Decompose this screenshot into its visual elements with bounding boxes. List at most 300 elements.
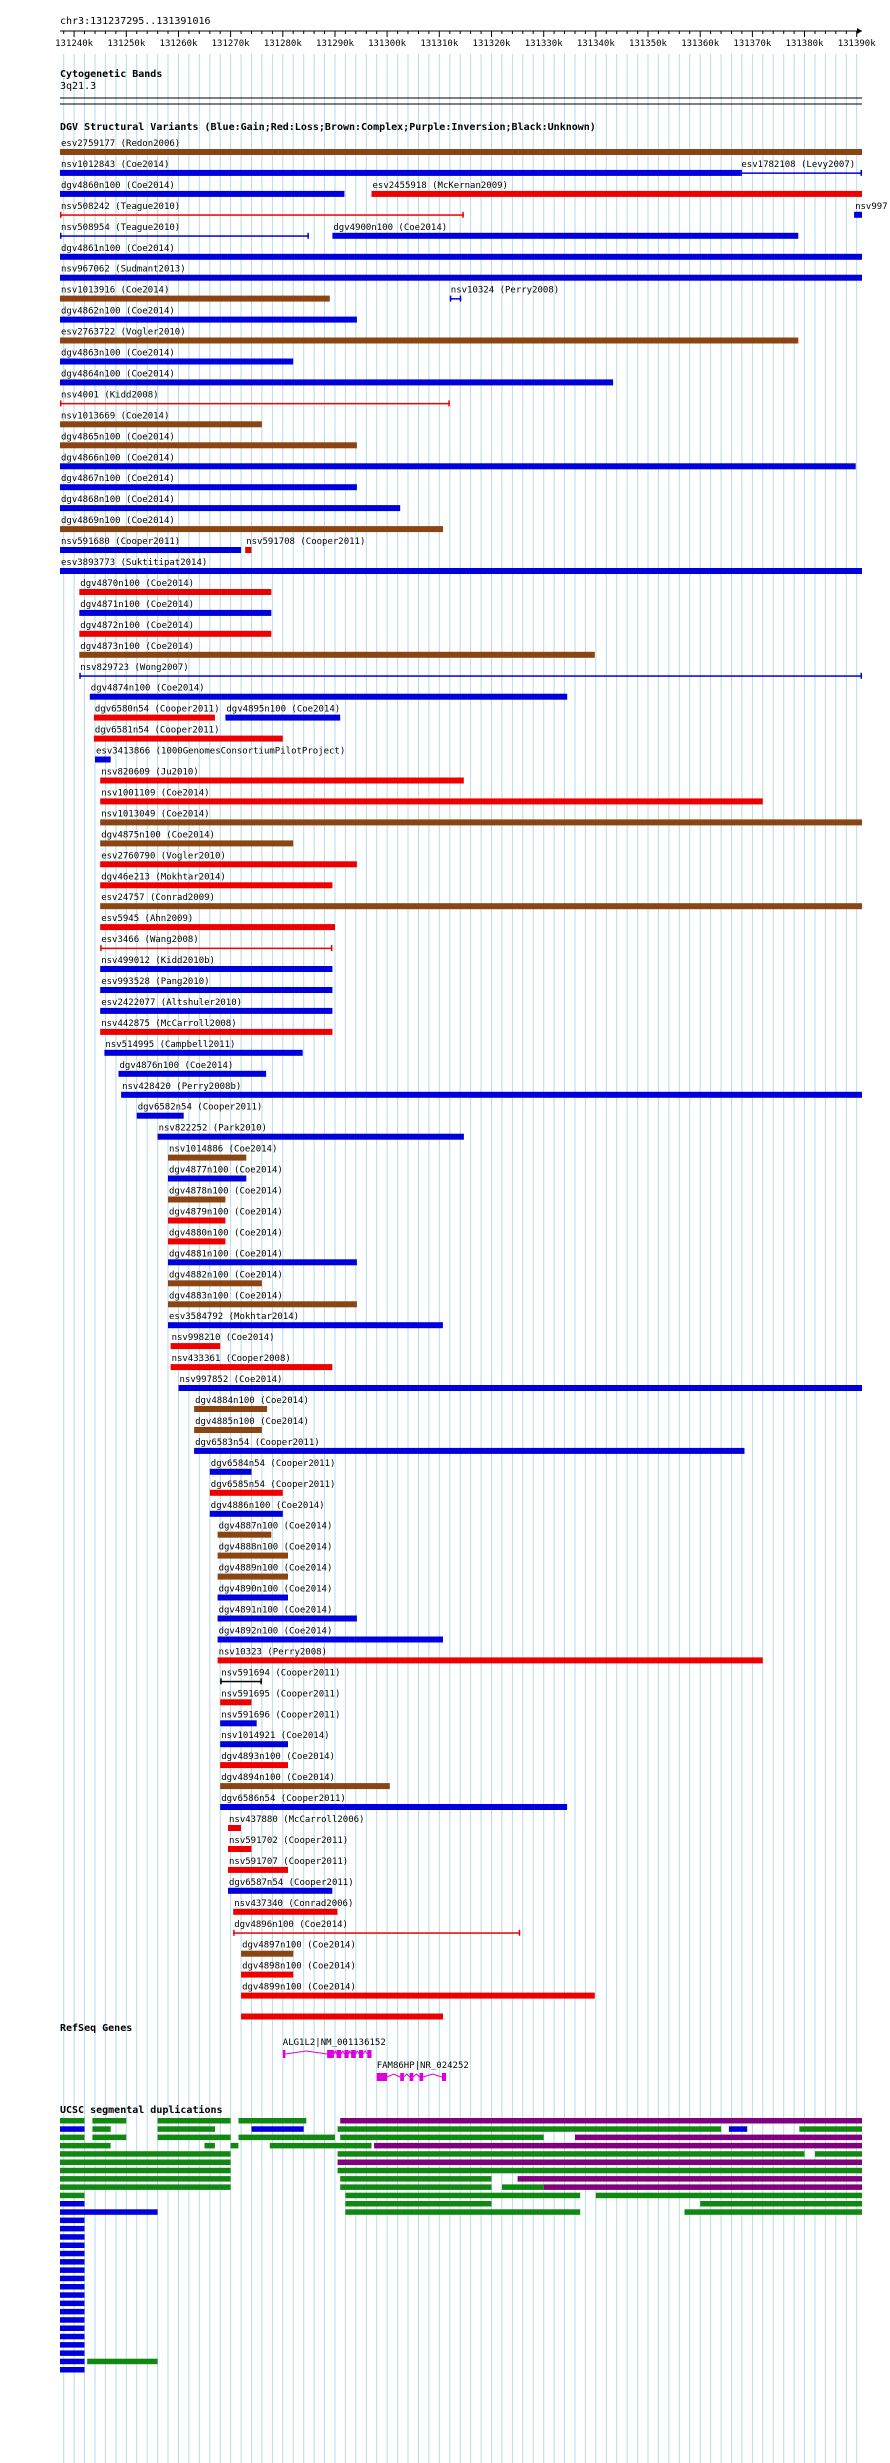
dgv-feature-bar [60,338,798,344]
segdup-block [338,2151,805,2157]
dgv-feature-bar [119,1071,267,1077]
ruler-tick-label: 131350k [629,39,667,49]
dgv-feature-bar [168,1301,357,1307]
ruler-tick-label: 131310k [420,39,459,49]
dgv-feature-label: dgv4860n100 (Coe2014) [61,180,175,191]
dgv-feature-label: dgv4866n100 (Coe2014) [61,453,175,464]
segdup-block [340,2118,862,2124]
refseq-intron [349,2051,352,2054]
segdup-block [60,2151,231,2157]
segdup-block [60,2126,85,2132]
segdup-block [60,2251,85,2257]
segdup-block [338,2126,721,2132]
dgv-feature-label: nsv1001109 (Coe2014) [101,788,210,799]
segdup-block [60,2267,85,2273]
dgv-feature-label: nsv433361 (Cooper2008) [171,1354,291,1365]
dgv-feature-label: dgv4883n100 (Coe2014) [169,1291,283,1302]
dgv-feature-label: nsv508954 (Teague2010) [61,222,181,233]
dgv-feature-cap [260,1678,262,1684]
dgv-feature-bar [137,1113,184,1119]
dgv-feature-label: dgv4862n100 (Coe2014) [61,306,175,317]
dgv-feature-label: dgv4899n100 (Coe2014) [242,1982,356,1993]
refseq-exon [351,2050,356,2058]
dgv-feature-bar [79,675,862,677]
segdup-block [340,2135,544,2141]
dgv-track [60,139,888,2020]
dgv-feature-bar [60,421,262,427]
dgv-feature-bar [218,1553,288,1559]
dgv-feature-bar [158,1134,464,1140]
segdup-block [92,2118,126,2124]
dgv-feature-label: dgv4897n100 (Coe2014) [242,1940,356,1951]
segdup-track-title: UCSC segmental duplications [60,2105,223,2116]
dgv-feature-label: dgv4880n100 (Coe2014) [169,1228,283,1239]
dgv-feature-label: nsv10324 (Perry2008) [450,285,560,296]
segdup-block [60,2309,85,2315]
dgv-feature-label: esv2422077 (Altshuler2010) [101,997,243,1008]
dgv-feature-bar [94,715,215,721]
dgv-feature-label: dgv4863n100 (Coe2014) [61,348,175,359]
dgv-feature-bar [245,547,251,553]
segdup-block [60,2184,231,2190]
ruler-tick-label: 131290k [316,39,354,49]
dgv-feature-label: nsv822252 (Park2010) [158,1123,267,1134]
dgv-feature-label: esv3466 (Wang2008) [101,935,199,946]
dgv-feature-bar [210,1511,283,1517]
segdup-block [345,2209,580,2215]
dgv-feature-bar [168,1259,357,1265]
segdup-block [799,2126,862,2132]
dgv-feature-bar [171,1343,221,1349]
segdup-block [60,2209,158,2215]
segdup-block [60,2326,85,2332]
dgv-feature-label: dgv4895n100 (Coe2014) [226,704,341,715]
dgv-feature-label: nsv829723 (Wong2007) [80,662,189,673]
dgv-feature-label: dgv6584n54 (Cooper2011) [210,1458,336,1469]
dgv-feature-label: dgv6581n54 (Cooper2011) [94,725,220,736]
dgv-feature-label: nsv1013916 (Coe2014) [61,285,170,296]
segdup-block [60,2301,85,2307]
dgv-feature-bar [194,1406,267,1412]
dgv-feature-label: dgv6587n54 (Cooper2011) [229,1877,354,1888]
dgv-feature-bar [194,1448,744,1454]
dgv-feature-bar [220,1699,251,1705]
dgv-feature-bar [100,987,332,993]
dgv-feature-bar [60,254,862,260]
segdup-block [60,2334,85,2340]
segdup-block [60,2276,85,2282]
dgv-feature-bar [218,1616,357,1622]
segdup-block [158,2126,215,2132]
dgv-feature-label: nsv591694 (Cooper2011) [221,1668,341,1679]
ruler-tick-label: 131360k [681,39,720,49]
segdup-block [239,2118,307,2124]
dgv-feature-label: nsv591680 (Cooper2011) [61,537,181,547]
refseq-intron [285,2051,327,2054]
dgv-feature-bar [220,1741,288,1747]
dgv-feature-bar [100,882,332,888]
refseq-exon [377,2073,387,2081]
dgv-feature-bar [168,1322,443,1328]
dgv-feature-bar [168,1197,225,1203]
dgv-feature-bar [233,1909,337,1915]
dgv-feature-label: esv3893773 (Suktitipat2014) [61,558,208,568]
dgv-feature-bar [95,757,111,763]
dgv-feature-bar [218,1595,288,1601]
dgv-feature-bar [100,798,763,804]
dgv-feature-bar [220,1804,567,1810]
dgv-feature-bar [372,191,863,197]
refseq-exon [344,2050,348,2058]
dgv-feature-bar [233,1932,520,1934]
segdup-block [575,2135,862,2141]
segdup-block [92,2135,126,2141]
dgv-feature-cap [861,170,863,176]
dgv-feature-bar [60,275,862,281]
dgv-feature-label: nsv967062 (Sudmant2013) [61,264,186,275]
dgv-feature-label: dgv4876n100 (Coe2014) [119,1060,234,1071]
dgv-feature-label: dgv4892n100 (Coe2014) [218,1626,333,1637]
segdup-block [252,2126,304,2132]
dgv-feature-label: dgv6586n54 (Cooper2011) [221,1794,346,1804]
dgv-feature-cap [740,170,742,176]
dgv-feature-bar [218,1637,443,1643]
segdup-block [60,2168,231,2174]
segdup-block [60,2135,85,2141]
dgv-feature-label: dgv4890n100 (Coe2014) [218,1584,333,1595]
dgv-feature-cap [307,233,309,239]
dgv-feature-bar [60,191,344,197]
dgv-feature-cap [448,400,450,406]
dgv-feature-label: dgv4872n100 (Coe2014) [80,620,195,631]
dgv-feature-label: dgv4900n100 (Coe2014) [333,222,448,233]
dgv-feature-bar [60,526,443,532]
dgv-feature-cap [450,296,452,302]
dgv-feature-label: esv1782108 (Levy2007) [741,159,856,170]
dgv-feature-bar [60,442,357,448]
segdup-block [205,2143,215,2149]
dgv-feature-bar [220,1681,262,1683]
dgv-feature-label: nsv591708 (Cooper2011) [246,537,366,547]
segdup-block [340,2176,491,2182]
dgv-feature-bar [79,631,271,637]
refseq-intron [387,2074,400,2077]
segdup-block [60,2259,85,2265]
dgv-feature-label: nsv508242 (Teague2010) [61,201,181,212]
dgv-feature-cap [462,212,464,218]
dgv-feature-bar [100,966,332,972]
dgv-feature-bar [168,1218,225,1224]
segdup-block [60,2317,85,2323]
segdup-block [815,2151,862,2157]
dgv-feature-label: dgv4864n100 (Coe2014) [61,369,175,380]
segdup-block [60,2226,85,2232]
dgv-feature-bar [60,170,740,176]
dgv-feature-label: nsv1013669 (Coe2014) [61,411,170,422]
position-label: chr3:131237295..131391016 [60,16,211,27]
dgv-feature-label: dgv4888n100 (Coe2014) [218,1542,333,1553]
segdup-block [544,2184,862,2190]
dgv-feature-label: dgv4865n100 (Coe2014) [61,432,175,443]
dgv-track-title: DGV Structural Variants (Blue:Gain;Red:Loss;Brown:Complex;Purple:Inversion;Black:Unknown) [60,122,596,133]
dgv-feature-bar [100,778,464,784]
dgv-feature-label: nsv820609 (Ju2010) [101,767,199,778]
segdup-block [158,2118,231,2124]
ruler-tick-label: 131240k [55,39,94,49]
refseq-exon [337,2050,342,2058]
ruler-tick-label: 131330k [524,39,563,49]
refseq-track [283,2038,469,2081]
dgv-feature-label: esv993528 (Pang2010) [101,977,210,987]
refseq-exon [327,2050,334,2058]
dgv-feature-cap [861,673,863,679]
segdup-block [231,2143,239,2149]
dgv-feature-bar [60,505,400,511]
dgv-feature-cap [331,945,333,951]
segdup-block [270,2143,372,2149]
dgv-feature-cap [100,945,102,951]
dgv-feature-label: dgv4877n100 (Coe2014) [169,1165,283,1176]
dgv-feature-bar [168,1238,225,1244]
dgv-feature-bar [100,948,332,950]
ruler-tick-label: 131320k [472,39,511,49]
dgv-feature-label: esv3584792 (Mokhtar2014) [169,1312,300,1323]
segdup-block [60,2160,231,2166]
dgv-feature-bar [79,652,595,658]
ruler-tick-label: 131260k [159,39,198,49]
dgv-feature-bar [210,1469,252,1475]
ruler-tick-label: 131370k [733,39,772,49]
dgv-feature-bar [179,1385,863,1391]
dgv-feature-label: dgv4867n100 (Coe2014) [61,474,175,485]
dgv-feature-label: esv2763722 (Vogler2010) [61,327,186,338]
dgv-feature-label: dgv4873n100 (Coe2014) [80,641,195,652]
dgv-feature-label: nsv591695 (Cooper2011) [221,1689,341,1700]
segdup-block [60,2218,85,2224]
segdup-block [158,2135,231,2141]
refseq-intron [404,2074,410,2077]
dgv-feature-bar [79,589,271,595]
dgv-feature-label: dgv4861n100 (Coe2014) [61,243,175,254]
dgv-feature-bar [60,214,464,216]
dgv-feature-bar [60,547,241,553]
ruler-tick-label: 131270k [211,39,250,49]
dgv-feature-label: dgv46e213 (Mokhtar2014) [101,872,226,883]
dgv-feature-bar [220,1762,288,1768]
ruler-tick-label: 131280k [263,39,302,49]
dgv-feature-cap [233,1930,235,1936]
dgv-feature-bar [60,149,862,155]
segdup-block [60,2292,85,2298]
ruler-tick-label: 131300k [368,39,407,49]
coordinate-ruler [55,28,876,49]
dgv-feature-label: nsv591696 (Cooper2011) [221,1710,341,1721]
dgv-feature-bar [60,235,309,237]
dgv-feature-bar [60,484,357,490]
dgv-feature-bar [241,1951,293,1957]
dgv-feature-label: dgv4887n100 (Coe2014) [218,1521,333,1532]
segdup-block [502,2184,544,2190]
dgv-feature-bar [104,1050,302,1056]
segdup-block [60,2176,231,2182]
segdup-block [60,2350,85,2356]
segdup-block [60,2342,85,2348]
dgv-feature-bar [218,1657,763,1663]
dgv-feature-label: dgv4881n100 (Coe2014) [169,1249,283,1260]
cytoband-title: Cytogenetic Bands [60,69,163,80]
dgv-feature-label: nsv1012843 (Coe2014) [61,159,170,170]
ruler-tick-label: 131380k [785,39,824,49]
segdup-block [87,2359,157,2365]
dgv-feature-bar [740,172,862,174]
dgv-feature-bar [60,403,450,405]
dgv-feature-label: esv24757 (Conrad2009) [101,893,215,904]
segdup-block [596,2193,862,2199]
dgv-feature-bar [218,1532,272,1538]
dgv-feature-label: nsv591702 (Cooper2011) [229,1836,349,1846]
dgv-feature-bar [79,610,271,616]
segdup-block [60,2193,85,2199]
segdup-block [338,2160,862,2166]
refseq-exon [400,2073,404,2081]
dgv-feature-bar [60,359,293,365]
segdup-block [60,2284,85,2290]
dgv-feature-bar [228,1825,241,1831]
segdup-block [60,2201,85,2207]
ruler-arrow-icon [857,28,862,34]
dgv-feature-bar [100,861,357,867]
dgv-feature-bar [168,1280,262,1286]
dgv-feature-cap [60,400,62,406]
dgv-feature-bar [450,298,462,300]
dgv-feature-bar [94,736,283,742]
segdup-block [92,2126,110,2132]
dgv-feature-label: dgv4882n100 (Coe2014) [169,1270,283,1281]
refseq-exon [420,2073,424,2081]
dgv-feature-bar [60,568,862,574]
dgv-feature-bar [100,1008,332,1014]
refseq-exon [359,2050,363,2058]
dgv-feature-label: dgv4869n100 (Coe2014) [61,516,175,527]
dgv-feature-bar [228,1867,288,1873]
segdup-block [340,2184,491,2190]
dgv-feature-label: nsv1014921 (Coe2014) [221,1731,330,1742]
dgv-feature-label: dgv4875n100 (Coe2014) [101,830,215,841]
dgv-feature-label: dgv4896n100 (Coe2014) [234,1919,348,1930]
dgv-feature-bar [241,1993,595,1999]
dgv-feature-bar [60,463,856,469]
refseq-exon [283,2050,286,2058]
dgv-feature-label: dgv4878n100 (Coe2014) [169,1186,283,1197]
dgv-feature-label: esv2759177 (Redon2006) [61,139,181,149]
dgv-feature-bar [121,1092,862,1098]
dgv-feature-label: dgv4870n100 (Coe2014) [80,579,195,589]
dgv-feature-label: nsv437340 (Conrad2006) [234,1898,354,1909]
segdup-block [729,2126,747,2132]
dgv-feature-label: dgv6585n54 (Cooper2011) [210,1479,336,1490]
segdup-block [60,2118,85,2124]
dgv-feature-bar [60,317,357,323]
segdup-block [345,2193,580,2199]
segdup-block [60,2359,85,2365]
segdup-block [60,2243,85,2249]
dgv-feature-label: nsv997852 (Coe2014) [179,1375,283,1385]
dgv-feature-bar [194,1427,262,1433]
dgv-feature-label: nsv1013049 (Coe2014) [101,809,210,820]
dgv-feature-bar [171,1364,333,1370]
dgv-feature-label: dgv4898n100 (Coe2014) [242,1961,356,1972]
dgv-feature-bar [332,233,798,239]
dgv-feature-label: nsv514995 (Campbell2011) [105,1039,236,1050]
segdup-block [374,2143,862,2149]
ruler-tick-label: 131390k [837,39,876,49]
dgv-feature-label: dgv4879n100 (Coe2014) [169,1207,283,1218]
dgv-feature-label: esv2455918 (McKernan2009) [372,180,508,191]
dgv-feature-label: dgv4884n100 (Coe2014) [195,1396,309,1406]
dgv-feature-cap [519,1930,521,1936]
dgv-feature-bar [60,296,330,302]
dgv-feature-cap [79,673,81,679]
dgv-feature-label: nsv4001 (Kidd2008) [61,390,159,401]
segdup-block [338,2168,862,2174]
segdup-block [685,2209,863,2215]
dgv-feature-label: dgv6583n54 (Cooper2011) [195,1437,320,1448]
refseq-exon [410,2073,414,2081]
dgv-feature-label: dgv4886n100 (Coe2014) [210,1500,325,1511]
refseq-intron [341,2051,344,2054]
segdup-block [239,2135,336,2141]
dgv-feature-bar [241,1972,293,1978]
dgv-feature-label: dgv4893n100 (Coe2014) [221,1752,335,1763]
dgv-feature-bar [854,212,862,218]
ruler-tick-label: 131250k [107,39,146,49]
refseq-gene-label: ALG1L2|NM_001136152 [282,2038,386,2048]
dgv-feature-label: esv5945 (Ahn2009) [101,914,194,925]
dgv-feature-label: nsv591707 (Cooper2011) [229,1856,349,1867]
dgv-feature-label: nsv997 [855,201,888,212]
dgv-feature-label: dgv4874n100 (Coe2014) [90,683,205,694]
segdup-block [700,2201,862,2207]
dgv-feature-bar [90,694,567,700]
segdup-block [518,2176,862,2182]
dgv-feature-label: nsv1014886 (Coe2014) [169,1144,278,1155]
dgv-feature-label: dgv4885n100 (Coe2014) [195,1417,309,1427]
segdup-block [60,2367,85,2373]
dgv-feature-label: dgv4891n100 (Coe2014) [218,1605,333,1616]
dgv-feature-cap [460,296,462,302]
dgv-feature-cap [60,233,62,239]
dgv-feature-bar [100,924,335,930]
dgv-feature-bar [220,1720,257,1726]
dgv-feature-label: nsv442875 (McCarroll2008) [101,1018,237,1029]
segdup-block [345,2201,491,2207]
dgv-feature-label: dgv4889n100 (Coe2014) [218,1563,333,1574]
dgv-feature-bar [168,1176,246,1182]
dgv-feature-bar [210,1490,283,1496]
dgv-feature-label: nsv10323 (Perry2008) [218,1647,327,1658]
dgv-feature-label: dgv6582n54 (Cooper2011) [137,1102,263,1113]
dgv-feature-bar [100,819,862,825]
dgv-feature-bar [228,1888,332,1894]
refseq-gene-label: FAM86HP|NR_024252 [376,2061,469,2071]
dgv-feature-bar [228,1846,252,1852]
dgv-feature-label: nsv499012 (Kidd2010b) [101,956,215,966]
dgv-feature-bar [220,1783,390,1789]
dgv-feature-bar [100,1029,332,1035]
dgv-feature-label: dgv6580n54 (Cooper2011) [94,704,220,715]
segdup-block [60,2234,85,2240]
dgv-feature-label: dgv4894n100 (Coe2014) [221,1773,335,1784]
